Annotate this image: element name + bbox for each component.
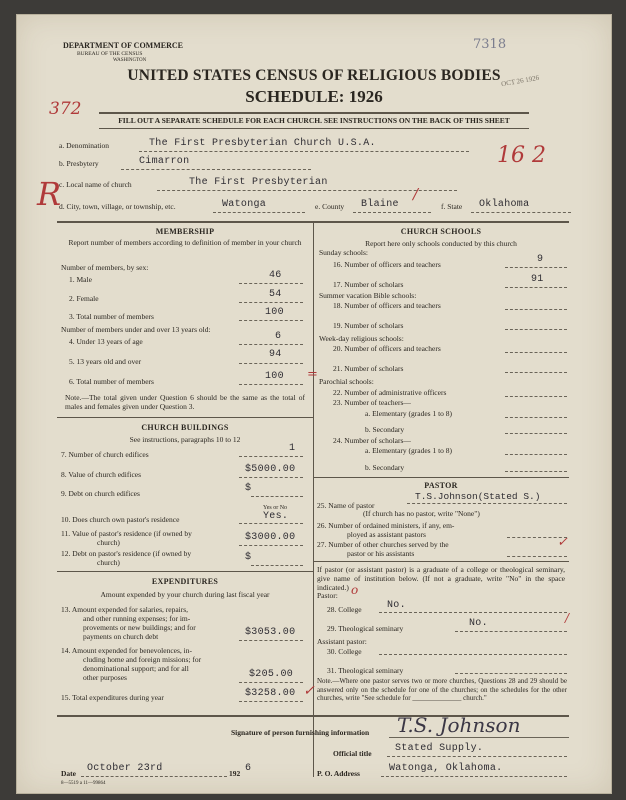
buildings-subtitle: See instructions, paragraphs 10 to 12 [129,435,241,444]
department-label: DEPARTMENT OF COMMERCE [63,41,184,50]
q7-label: 7. Number of church edifices [61,450,149,459]
q13-value[interactable]: $3053.00 [245,627,296,638]
q20-line [505,352,567,353]
state-label: f. State [441,202,463,211]
q6-line [239,384,303,385]
q28-label: 28. College [327,605,362,614]
q17-label: 17. Number of scholars [333,280,404,289]
q14-line-1: 14. Amount expended for benevolences, in- [61,646,193,655]
q25-line [407,503,567,504]
q28-value[interactable]: No. [387,600,406,611]
q11-label-2: church) [97,538,120,547]
q13-line-2: and other running expenses; for im- [83,614,191,623]
q15-label: 15. Total expenditures during year [61,693,164,702]
schools-heading: CHURCH SCHOOLS [400,227,482,236]
state-value[interactable]: Oklahoma [479,199,530,210]
presbytery-label: b. Presbytery [59,159,99,168]
q4-line [239,344,303,345]
q8-value[interactable]: $5000.00 [245,464,296,475]
q13-line-3: provements or new buildings; and for [83,623,196,632]
local-name-value[interactable]: The First Presbyterian [189,177,328,188]
po-address-line [381,776,567,777]
date-value[interactable]: October 23rd [87,763,163,774]
q22-line [505,396,567,397]
q10-label: 10. Does church own pastor's residence [61,515,180,524]
q23b-line [505,433,567,434]
q24a-line [505,454,567,455]
q8-label: 8. Value of church edifices [61,470,142,479]
q17-value[interactable]: 91 [531,274,544,285]
presbytery-value[interactable]: Cimarron [139,156,190,167]
form-title: UNITED STATES CENSUS OF RELIGIOUS BODIES [127,67,501,84]
q24b-line [505,471,567,472]
q24-label: 24. Number of scholars— [333,436,411,445]
city-label: WASHINGTON [113,58,147,63]
q9-label: 9. Debt on church edifices [61,489,140,498]
form-number: 7318 [473,37,507,52]
red-check-q29: / [565,611,570,625]
q18-label: 18. Number of officers and teachers [333,301,441,310]
red-check-county: / [413,185,419,203]
q9-line [251,496,303,497]
signature-value[interactable]: T.S. Johnson [397,713,521,737]
year-prefix: 192 [229,769,241,778]
q9-value[interactable]: $ [245,483,252,494]
city-label-field: d. City, town, village, or township, etc. [59,202,176,211]
official-title-label: Official title [333,749,372,758]
buildings-heading: CHURCH BUILDINGS [141,423,229,432]
q14-line-2: cluding home and foreign missions; for [83,655,202,664]
q3-value[interactable]: 100 [265,307,284,318]
q30-label: 30. College [327,647,362,656]
q24a-label: a. Elementary (grades 1 to 8) [365,446,453,455]
q7-line [239,456,303,457]
census-form [16,14,612,794]
q11-value[interactable]: $3000.00 [245,532,296,543]
q13-line-4: payments on church debt [83,632,159,641]
sunday-label: Sunday schools: [319,248,368,257]
q14-value[interactable]: $205.00 [249,669,294,680]
header-rule-bottom [99,128,529,129]
signature-line [389,737,569,738]
q26-label-1: 26. Number of ordained ministers, if any, em- [317,521,455,530]
q15-line [239,701,303,702]
weekday-label: Week-day religious schools: [319,334,404,343]
denomination-label: a. Denomination [59,141,109,150]
q25-note: (If church has no pastor, write "None") [363,509,480,518]
red-mark-pastor: o [351,583,359,597]
q1-line [239,283,303,284]
q10-line [239,523,303,524]
city-value[interactable]: Watonga [222,199,267,210]
q18-line [505,309,567,310]
red-check-q15: ✓ [303,683,315,699]
po-address-label: P. O. Address [317,769,360,778]
membership-intro: Report number of members according to definition of member in your church [68,238,302,247]
handwritten-denomination-code: 16 2 [497,143,546,168]
by-sex-label: Number of members, by sex: [61,263,149,272]
bureau-label: BUREAU OF THE CENSUS [77,51,143,57]
q5-line [239,363,303,364]
instructions-line: FILL OUT A SEPARATE SCHEDULE FOR EACH CHURCH. SEE INSTRUCTIONS ON THE BACK OF THIS SHEET [118,116,510,125]
official-title-value[interactable]: Stated Supply. [395,743,484,754]
q2-line [239,302,303,303]
q16-label: 16. Number of officers and teachers [333,260,441,269]
graduate-rule [313,561,569,562]
q31-label: 31. Theological seminary [327,666,404,675]
red-check-q27: ✓ [557,535,568,550]
q12-line [251,565,303,566]
handwritten-code: 372 [49,99,82,119]
q21-line [505,372,567,373]
q29-value[interactable]: No. [469,618,488,629]
local-name-label: c. Local name of church [59,180,132,189]
q31-line [455,673,567,674]
q5-label: 5. 13 years old and over [69,357,142,366]
q22-label: 22. Number of administrative officers [333,388,447,397]
q11-label-1: 11. Value of pastor's residence (if owned by [61,529,192,538]
membership-note: Note.—The total given under Question 6 should be the same as the total of males and females given under Question 3. [65,393,305,411]
pastor-note: Note.—Where one pastor serves two or more churches, Questions 28 and 29 should be answered only on the schedule for one of the churches; on the schedules for the other churches, write "See schedule for ______________ church." [317,677,567,702]
parochial-label: Parochial schools: [319,377,374,386]
q5-value[interactable]: 94 [269,349,282,360]
county-label: e. County [315,202,345,211]
schedule-title: SCHEDULE: 1926 [245,87,383,106]
q1-label: 1. Male [69,275,92,284]
q6-value[interactable]: 100 [265,371,284,382]
q7-value[interactable]: 1 [289,443,296,454]
schools-intro: Report here only schools conducted by this church [365,239,517,248]
q12-value[interactable]: $ [245,552,252,563]
q21-label: 21. Number of scholars [333,364,404,373]
q11-line [239,545,303,546]
print-codes: 8—5519 a 11—99864 [61,781,106,786]
q25-value[interactable]: T.S.Johnson(Stated S.) [415,491,541,502]
q15-value[interactable]: $3258.00 [245,688,296,699]
q16-line [505,267,567,268]
membership-heading: MEMBERSHIP [155,227,215,236]
official-title-line [387,756,567,757]
q28-line [379,612,567,613]
q19-line [505,329,567,330]
q26-label-2: ployed as assistant pastors [347,530,426,539]
pastor-heading: PASTOR [424,481,458,490]
summer-label: Summer vacation Bible schools: [319,291,417,300]
red-check-q6: = [307,367,318,382]
q14-line-4: other purposes [83,673,127,682]
q14-line [239,682,303,683]
graduate-instructions: If pastor (or assistant pastor) is a graduate of a college or theological seminary, give name of institution below. (If not a graduate, write "No" in the space indicated.) [317,565,565,592]
q29-line [455,631,567,632]
po-address-value[interactable]: Watonga, Oklahoma. [389,763,503,774]
expenditures-subtitle: Amount expended by your church during last fiscal year [100,590,270,599]
q25-label: 25. Name of pastor [317,501,375,510]
q10-value[interactable]: Yes. [263,511,289,522]
under-over-label: Number of members under and over 13 years old: [61,325,211,334]
q27-label-1: 27. Number of other churches served by the [317,540,449,549]
buildings-rule [57,417,313,418]
county-line [353,212,431,213]
q3-label: 3. Total number of members [69,312,154,321]
q23b-label: b. Secondary [365,425,405,434]
county-value[interactable]: Blaine [361,199,399,210]
yes-no-label: Yes or No [263,505,288,511]
city-line [213,212,305,213]
signature-label: Signature of person furnishing information [231,728,370,737]
pastor-label: Pastor: [317,591,338,600]
q16-value[interactable]: 9 [537,254,544,265]
q29-label: 29. Theological seminary [327,624,404,633]
year-digit[interactable]: 6 [245,763,252,774]
q23-label: 23. Number of teachers— [333,398,411,407]
q20-label: 20. Number of officers and teachers [333,344,441,353]
date-label: Date [61,769,76,778]
denomination-value[interactable]: The First Presbyterian Church U.S.A. [149,138,376,149]
q1-value[interactable]: 46 [269,270,282,281]
q2-value[interactable]: 54 [269,289,282,300]
q27-line [507,556,567,557]
pastor-rule [313,477,569,478]
q13-line [239,640,303,641]
q24b-label: b. Secondary [365,463,405,472]
q4-value[interactable]: 6 [275,331,282,342]
q27-label-2: pastor or his assistants [347,549,415,558]
q2-label: 2. Female [69,294,99,303]
q23a-line [505,417,567,418]
q13-line-1: 13. Amount expended for salaries, repairs, [61,605,189,614]
assistant-label: Assistant pastor: [317,637,367,646]
q3-line [239,320,303,321]
q17-line [505,287,567,288]
q19-label: 19. Number of scholars [333,321,404,330]
q12-label-1: 12. Debt on pastor's residence (if owned by [61,549,192,558]
q8-line [239,477,303,478]
state-line [471,212,571,213]
date-line [81,776,227,777]
received-stamp: OCT 26 1926 [500,73,540,89]
local-name-line [157,190,457,191]
q30-line [379,654,567,655]
q23a-label: a. Elementary (grades 1 to 8) [365,409,453,418]
q14-line-3: denominational support; and for all [83,664,189,673]
presbytery-line [121,169,311,170]
expenditures-heading: EXPENDITURES [151,577,219,586]
q4-label: 4. Under 13 years of age [69,337,143,346]
header-rule-top [99,112,529,114]
q6-label: 6. Total number of members [69,377,154,386]
q12-label-2: church) [97,558,120,567]
handwritten-r: R [37,175,62,213]
expenditures-rule [57,571,313,572]
denomination-line [139,151,469,152]
